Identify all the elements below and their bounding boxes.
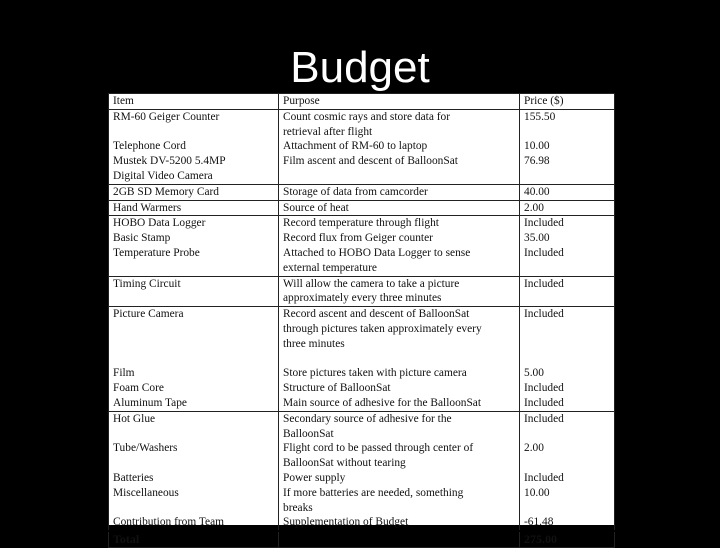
cell-item [109, 200, 279, 216]
price-line [524, 427, 610, 442]
item-line: Basic Stamp [113, 232, 171, 245]
purpose-line: Record temperature through flight [283, 217, 439, 230]
price-line: 10.00 [524, 140, 550, 153]
purpose-line: approximately every three minutes [283, 292, 442, 305]
cell-item [109, 307, 279, 412]
item-line: Hand Warmers [113, 201, 182, 214]
price-line: 76.98 [524, 155, 550, 168]
cell-purpose [279, 200, 520, 216]
purpose-line: retrieval after flight [283, 125, 373, 138]
item-line [113, 322, 274, 337]
item-line [113, 427, 274, 442]
purpose-line: Record flux from Geiger counter [283, 232, 433, 245]
item-line [113, 337, 274, 352]
price-line: 155.50 [524, 110, 556, 123]
purpose-line: Storage of data from camcorder [283, 185, 428, 198]
cell-purpose [279, 411, 520, 531]
purpose-line: Count cosmic rays and store data for [283, 110, 451, 123]
table-row [109, 184, 615, 200]
price-line: Included [524, 217, 564, 230]
total-row [109, 531, 615, 547]
price-line: 40.00 [524, 185, 550, 198]
purpose-line: breaks [283, 501, 313, 514]
price-line: Included [524, 277, 564, 290]
table-row [109, 307, 615, 412]
price-line: -61.48 [524, 516, 554, 529]
item-line: Batteries [113, 471, 154, 484]
price-line: Included [524, 412, 564, 425]
purpose-line: Attached to HOBO Data Logger to sense [283, 246, 471, 259]
item-line: Telephone Cord [113, 140, 186, 153]
item-line: Picture Camera [113, 308, 184, 321]
item-line: Aluminum Tape [113, 396, 187, 409]
table-row [109, 276, 615, 307]
purpose-line: Secondary source of adhesive for the [283, 412, 452, 425]
purpose-line [283, 352, 515, 367]
item-line: RM-60 Geiger Counter [113, 110, 220, 123]
purpose-line: BalloonSat without tearing [283, 457, 406, 470]
item-line [113, 456, 274, 471]
header-price: Price ($) [520, 94, 615, 110]
cell-purpose [279, 109, 520, 184]
item-line: Timing Circuit [113, 277, 181, 290]
total-purpose [279, 531, 520, 547]
cell-item [109, 276, 279, 307]
item-line: Temperature Probe [113, 246, 200, 259]
price-line: 2.00 [524, 201, 544, 214]
cell-item [109, 109, 279, 184]
header-purpose: Purpose [279, 94, 520, 110]
price-line: 35.00 [524, 232, 550, 245]
item-line: Miscellaneous [113, 486, 179, 499]
purpose-line: Main source of adhesive for the BalloonSat [283, 396, 482, 409]
price-line [524, 291, 610, 306]
item-line [113, 125, 274, 140]
purpose-line: Store pictures taken with picture camera [283, 367, 467, 380]
purpose-line [283, 169, 515, 184]
cell-price [520, 216, 615, 276]
cell-item [109, 184, 279, 200]
total-price: 275.00 [520, 531, 615, 547]
price-line: Included [524, 382, 564, 395]
purpose-line: three minutes [283, 337, 345, 350]
purpose-line: Will allow the camera to take a picture [283, 277, 460, 290]
purpose-line: Record ascent and descent of BalloonSat [283, 308, 470, 321]
purpose-line: Source of heat [283, 201, 349, 214]
cell-purpose [279, 184, 520, 200]
item-line: Digital Video Camera [113, 169, 213, 182]
purpose-line: through pictures taken approximately every [283, 322, 482, 335]
cell-price [520, 200, 615, 216]
price-line: 2.00 [524, 442, 544, 455]
cell-item [109, 411, 279, 531]
price-line: Included [524, 308, 564, 321]
purpose-line: Film ascent and descent of BalloonSat [283, 155, 458, 168]
price-line [524, 456, 610, 471]
cell-price [520, 184, 615, 200]
item-line: Film [113, 367, 135, 380]
budget-table-container [108, 93, 614, 547]
purpose-line: Structure of BalloonSat [283, 382, 391, 395]
table-row [109, 200, 615, 216]
slide-title: Budget [290, 43, 430, 92]
header-item: Item [109, 94, 279, 110]
purpose-line: BalloonSat [283, 427, 334, 440]
table-row [109, 216, 615, 276]
item-line: Tube/Washers [113, 442, 178, 455]
price-line: 5.00 [524, 367, 544, 380]
total-label: Total [109, 531, 279, 547]
item-line: 2GB SD Memory Card [113, 185, 219, 198]
cell-price [520, 276, 615, 307]
item-line: Hot Glue [113, 412, 156, 425]
price-line [524, 261, 610, 276]
price-line [524, 125, 610, 140]
item-line: Foam Core [113, 382, 164, 395]
price-line [524, 337, 610, 352]
table-row [109, 109, 615, 184]
price-line [524, 322, 610, 337]
price-line: 10.00 [524, 486, 550, 499]
item-line: Mustek DV-5200 5.4MP [113, 155, 226, 168]
item-line [113, 352, 274, 367]
price-line [524, 352, 610, 367]
price-line: Included [524, 471, 564, 484]
item-line: HOBO Data Logger [113, 217, 206, 230]
cell-purpose [279, 307, 520, 412]
cell-purpose [279, 276, 520, 307]
purpose-line: Supplementation of Budget [283, 516, 409, 529]
price-line [524, 169, 610, 184]
item-line [113, 501, 274, 516]
cell-item [109, 216, 279, 276]
purpose-line: Flight cord to be passed through center of [283, 442, 474, 455]
purpose-line: Power supply [283, 471, 346, 484]
purpose-line: If more batteries are needed, something [283, 486, 464, 499]
cell-price [520, 109, 615, 184]
purpose-line: external temperature [283, 261, 377, 274]
item-line [113, 291, 274, 306]
item-line: Contribution from Team [113, 516, 224, 529]
cell-purpose [279, 216, 520, 276]
table-row [109, 411, 615, 531]
cell-price [520, 411, 615, 531]
cell-price [520, 307, 615, 412]
price-line: Included [524, 396, 564, 409]
purpose-line: Attachment of RM-60 to laptop [283, 140, 428, 153]
price-line [524, 501, 610, 516]
price-line: Included [524, 246, 564, 259]
budget-table-body [109, 109, 615, 531]
item-line [113, 261, 274, 276]
budget-table [108, 93, 615, 548]
table-header-row [109, 94, 615, 110]
